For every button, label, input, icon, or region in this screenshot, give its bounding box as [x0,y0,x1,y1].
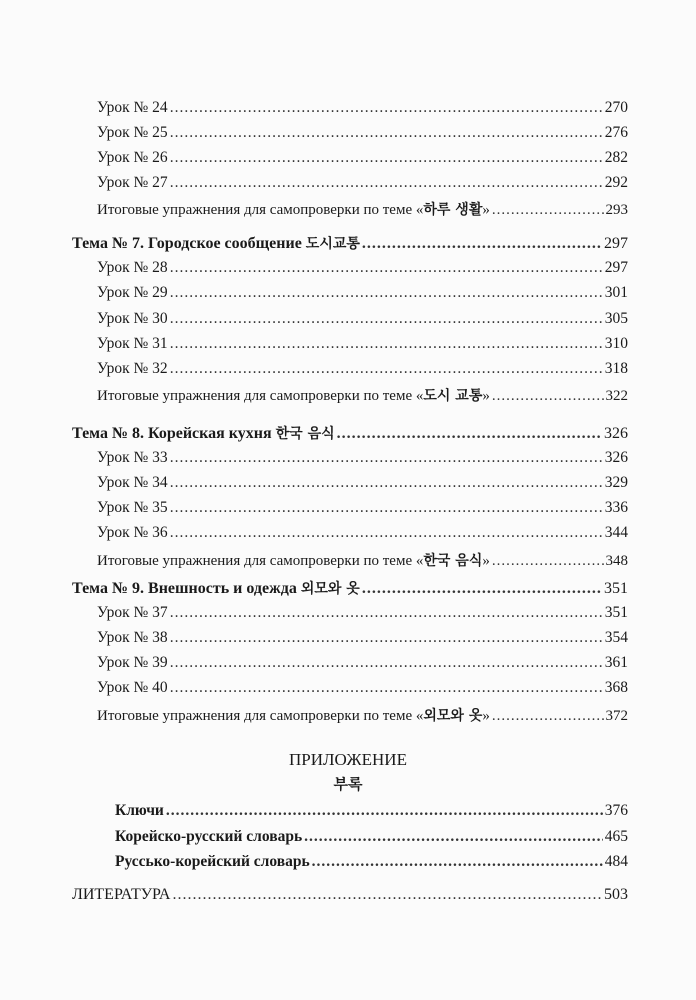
summary-suffix: » [482,202,490,218]
toc-entry-summary-appearance[interactable] [97,705,628,729]
dot-leader [362,580,602,598]
entry-label: Ключи [115,802,164,819]
toc-entry-literature[interactable] [72,886,628,910]
toc-entry-lesson-37[interactable] [97,604,628,628]
summary-prefix: Итоговые упражнения для самопроверки по теме « [97,553,424,569]
entry-label: Урок № 38 [97,629,168,646]
entry-page-number: 297 [604,235,628,252]
toc-entry-lesson-39[interactable] [97,654,628,678]
korean-topic: 한국 음식 [275,426,335,442]
dot-leader [170,474,603,492]
entry-page-number: 297 [604,259,628,276]
dot-leader [170,149,603,167]
dot-leader [337,425,602,443]
entry-page-number: 361 [604,654,628,671]
toc-entry-lesson-30[interactable] [97,310,628,334]
dot-leader [170,604,603,622]
toc-entry-russian-korean-dictionary[interactable] [115,853,628,877]
dot-leader [170,679,603,697]
entry-label: Урок № 36 [97,524,168,541]
dot-leader [170,284,603,302]
summary-prefix: Итоговые упражнения для самопроверки по теме « [97,202,424,218]
entry-page-number: 329 [604,474,628,491]
entry-label [97,550,490,570]
entry-page-number: 318 [604,360,628,377]
toc-entry-keys[interactable] [115,802,628,826]
toc-entry-lesson-34[interactable] [97,474,628,498]
summary-suffix: » [482,388,490,404]
toc-entry-lesson-31[interactable] [97,335,628,359]
entry-label: Урок № 28 [97,259,168,276]
dot-leader [170,360,603,378]
toc-entry-summary-city-transport[interactable] [97,385,628,409]
dot-leader [170,99,603,117]
appendix-title: ПРИЛОЖЕНИЕ [289,750,407,769]
dot-leader [166,802,603,820]
entry-label: Урок № 32 [97,360,168,377]
dot-leader [492,202,604,219]
entry-label: Урок № 31 [97,335,168,352]
summary-prefix: Итоговые упражнения для самопроверки по теме « [97,388,424,404]
entry-page-number: 282 [604,149,628,166]
entry-page-number: 351 [604,604,628,621]
toc-entry-lesson-32[interactable] [97,360,628,384]
toc-entry-lesson-26[interactable] [97,149,628,173]
entry-label: Урок № 39 [97,654,168,671]
korean-topic: 도시교통 [305,236,360,252]
korean-topic: 한국 음식 [423,553,483,569]
dot-leader [304,828,603,846]
entry-page-number: 293 [605,202,628,218]
dot-leader [492,388,604,405]
summary-suffix: » [482,708,490,724]
korean-topic: 하루 생활 [423,202,483,218]
entry-label [72,578,360,598]
entry-label [97,705,490,725]
toc-entry-topic-9[interactable] [72,578,628,602]
korean-topic: 외모와 옷 [423,708,483,724]
dot-leader [170,259,603,277]
toc-entry-summary-korean-food[interactable] [97,550,628,574]
summary-suffix: » [482,553,490,569]
toc-entry-topic-8[interactable] [72,423,628,447]
entry-page-number: 326 [604,449,628,466]
topic-title: Тема № 9. Внешность и одежда [72,580,301,597]
toc-entry-lesson-27[interactable] [97,174,628,198]
entry-label: Урок № 29 [97,284,168,301]
toc-entry-lesson-35[interactable] [97,499,628,523]
toc-entry-lesson-33[interactable] [97,449,628,473]
entry-label: Урок № 30 [97,310,168,327]
entry-page-number: 301 [604,284,628,301]
dot-leader [492,708,604,725]
appendix-subtitle: 부록 [333,775,363,793]
dot-leader [170,310,603,328]
entry-page-number: 322 [605,388,628,404]
entry-page-number: 484 [604,853,628,870]
entry-label: Урок № 24 [97,99,168,116]
dot-leader [170,449,603,467]
korean-topic: 외모와 옷 [300,581,360,597]
topic-title: Тема № 8. Корейская кухня [72,425,276,442]
dot-leader [172,886,602,904]
entry-label [72,423,335,443]
korean-topic: 도시 교통 [423,388,483,404]
toc-entry-lesson-29[interactable] [97,284,628,308]
entry-label: Урок № 26 [97,149,168,166]
toc-entry-lesson-24[interactable] [97,99,628,123]
entry-page-number: 372 [605,708,628,724]
entry-label: Корейско-русский словарь [115,828,303,845]
toc-entry-lesson-40[interactable] [97,679,628,703]
entry-label: Урок № 34 [97,474,168,491]
toc-entry-topic-7[interactable] [72,233,628,257]
entry-label: Урок № 27 [97,174,168,191]
entry-label: Урок № 25 [97,124,168,141]
dot-leader [312,853,603,871]
entry-label [97,385,490,405]
entry-label [97,199,490,219]
entry-page-number: 368 [604,679,628,696]
entry-page-number: 270 [604,99,628,116]
toc-entry-summary-daily-life[interactable] [97,199,628,223]
dot-leader [170,524,603,542]
entry-label: Урок № 40 [97,679,168,696]
entry-page-number: 344 [604,524,628,541]
entry-label: ЛИТЕРАТУРА [72,886,171,903]
entry-page-number: 292 [604,174,628,191]
entry-label: Урок № 37 [97,604,168,621]
dot-leader [170,654,603,672]
entry-label: Урок № 33 [97,449,168,466]
dot-leader [170,335,603,353]
summary-prefix: Итоговые упражнения для самопроверки по теме « [97,708,424,724]
toc-entry-lesson-38[interactable] [97,629,628,653]
entry-page-number: 465 [604,828,628,845]
dot-leader [492,553,604,570]
toc-entry-korean-russian-dictionary[interactable] [115,828,628,852]
entry-page-number: 376 [604,802,628,819]
entry-page-number: 305 [604,310,628,327]
entry-page-number: 326 [604,425,628,442]
toc-entry-lesson-25[interactable] [97,124,628,148]
entry-page-number: 354 [604,629,628,646]
entry-page-number: 276 [604,124,628,141]
dot-leader [170,174,603,192]
dot-leader [362,235,602,253]
entry-label: Руссько-корейский словарь [115,853,310,870]
entry-label: Урок № 35 [97,499,168,516]
dot-leader [170,499,603,517]
toc-entry-lesson-28[interactable] [97,259,628,283]
dot-leader [170,629,603,647]
entry-label [72,233,360,253]
entry-page-number: 351 [604,580,628,597]
topic-title: Тема № 7. Городское сообщение [72,235,306,252]
entry-page-number: 503 [604,886,628,903]
entry-page-number: 336 [604,499,628,516]
entry-page-number: 348 [605,553,628,569]
entry-page-number: 310 [604,335,628,352]
dot-leader [170,124,603,142]
toc-entry-lesson-36[interactable] [97,524,628,548]
